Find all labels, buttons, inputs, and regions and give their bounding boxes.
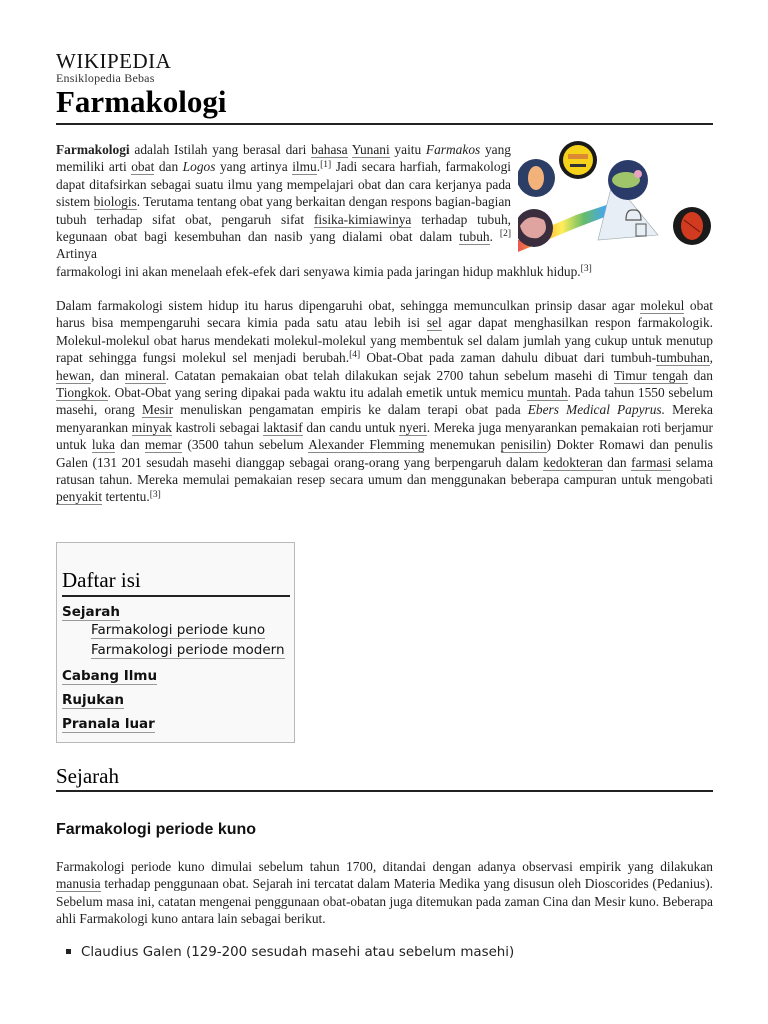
text: Dalam farmakologi sistem hidup itu harus dipengaruhi obat, sehingga memunculkan prinsip dasar agar (56, 298, 641, 313)
italic-term: Ebers Medical Papyrus. (527, 402, 665, 418)
text: obat harus bisa mempengaruhi secara kimia pada satu atau lebih isi (56, 298, 713, 331)
text: , dan (90, 367, 125, 383)
list-item (66, 944, 514, 961)
intro-paragraph-tail (56, 263, 713, 280)
link-obat[interactable]: obat (131, 159, 155, 175)
page-title: Farmakologi (56, 84, 227, 119)
link-muntah[interactable]: muntah (527, 385, 568, 401)
body-paragraph (56, 297, 713, 506)
section-divider (56, 790, 713, 792)
term-bold: Farmakologi (56, 142, 130, 157)
link-alexander-flemming[interactable]: Alexander Flemming (308, 437, 425, 453)
text: dan candu untuk (302, 419, 400, 435)
text: . Terutama tentang obat yang berkaitan dengan respons bagian-bagian tubuh terhadap sifat obat, pengaruh sifat (56, 194, 511, 227)
text: . Pada tahun 1550 sebelum masehi, orang (56, 385, 713, 418)
link-kedokteran[interactable]: kedokteran (543, 454, 603, 470)
text: . (316, 159, 321, 175)
text: (3500 tahun sebelum (182, 437, 309, 453)
text: yaitu (389, 142, 426, 157)
link-sel[interactable]: sel (426, 315, 442, 331)
citation-link[interactable]: [4] (349, 350, 361, 361)
link-fisika-kimiawi[interactable]: fisika-kimiawinya (313, 211, 412, 227)
link-farmasi[interactable]: farmasi (631, 454, 672, 470)
text: menuliskan pengamatan empiris ke dalam terapi obat pada (173, 402, 528, 418)
toc-item-periode-kuno[interactable] (91, 622, 265, 639)
link-hewan[interactable]: hewan (56, 367, 91, 383)
link-tumbuhan[interactable]: tumbuhan (656, 350, 710, 366)
citation-link[interactable]: [3] (580, 264, 592, 275)
logo-tagline: Ensiklopedia Bebas (56, 71, 155, 85)
text: Obat-Obat pada zaman dahulu dibuat dari tumbuh- (360, 350, 657, 366)
table-of-contents (56, 542, 295, 743)
text: dan (114, 437, 145, 453)
link-mesir[interactable]: Mesir (141, 402, 174, 418)
link-penisilin[interactable]: penisilin (500, 437, 547, 453)
toc-item-sejarah[interactable] (62, 604, 120, 621)
text: dan (688, 367, 713, 383)
toc-divider (62, 595, 290, 597)
link-timur-tengah[interactable]: Timur tengah (613, 367, 689, 383)
link-mineral[interactable]: mineral (124, 367, 166, 383)
text: tertentu. (102, 489, 150, 505)
text: Farmakologi periode kuno dimulai sebelum tahun 1700, ditandai dengan adanya observasi empirik yang dilakukan (56, 859, 713, 874)
link-bahasa[interactable]: bahasa (311, 142, 348, 157)
title-divider (56, 123, 713, 125)
link-luka[interactable]: luka (91, 437, 115, 453)
text: farmakologi ini akan menelaah efek-efek dari senyawa kimia pada jaringan hidup makhluk hidup. (56, 264, 581, 279)
text: dan (154, 159, 183, 175)
link-tubuh[interactable]: tubuh (459, 229, 490, 245)
citation-link[interactable]: [1] (320, 159, 332, 170)
link-penyakit[interactable]: penyakit (56, 489, 103, 505)
text: yang artinya (215, 159, 293, 175)
link-yunani[interactable]: Yunani (351, 142, 390, 157)
subsection-heading: Farmakologi periode kuno (56, 821, 257, 838)
citation-link[interactable]: [2] (499, 229, 511, 240)
italic-term: Logos (182, 159, 216, 175)
text: dan (602, 454, 632, 470)
text: , (709, 350, 714, 366)
text: kastroli sebagai (171, 419, 264, 435)
text: . Mereka juga menyarankan pemakaian roti berjamur untuk (56, 419, 713, 453)
toc-item-label: Pranala luar (62, 716, 155, 732)
link-biologis[interactable]: biologis (93, 194, 137, 210)
text: . Obat-Obat yang sering dipakai pada waktu itu adalah emetik untuk memicu (107, 385, 528, 401)
link-tiongkok[interactable]: Tiongkok (56, 385, 108, 401)
text: Jadi secara harfiah, farmakologi dapat ditafsirkan sebagai suatu ilmu yang mempelajari obat dan cara kerjanya pada sistem (56, 159, 511, 210)
intro-paragraph (56, 141, 511, 263)
list-item-text: Claudius Galen (129-200 sesudah masehi atau sebelum masehi) (81, 945, 515, 960)
citation-link[interactable]: [3] (149, 489, 161, 500)
text: adalah Istilah yang berasal dari (129, 142, 312, 157)
text: Mereka menyarankan (56, 402, 713, 435)
toc-item-pranala-luar[interactable] (62, 716, 155, 733)
toc-title: Daftar isi (62, 568, 141, 592)
link-minyak[interactable]: minyak (131, 419, 172, 435)
text: agar dapat menghasilkan respon farmakologik. Molekul-molekul obat harus mendekati molekul-molekul yang membentuk sel dalam jumlah yang cukup untuk menutup rapat sehingga fungsi molekul sel menjadi berubah. (56, 315, 713, 366)
text: . (489, 229, 500, 245)
link-laktasif[interactable]: laktasif (263, 419, 303, 435)
section-paragraph (56, 858, 713, 928)
toc-item-label: Farmakologi periode modern (91, 642, 285, 658)
italic-term: Farmakos (425, 142, 481, 157)
toc-item-label: Cabang Ilmu (62, 668, 158, 684)
text: Artinya (56, 246, 97, 262)
text: yang memiliki arti (56, 142, 511, 175)
toc-item-label: Sejarah (62, 604, 120, 620)
wikipedia-logo[interactable] (56, 50, 171, 85)
logo-wordmark: WIKIPEDIA (56, 49, 172, 73)
link-ilmu[interactable]: ilmu (292, 159, 317, 175)
link-nyeri[interactable]: nyeri (399, 419, 427, 435)
toc-item-label: Rujukan (62, 692, 124, 708)
link-manusia[interactable]: manusia (56, 876, 101, 892)
bullet-icon (66, 949, 71, 954)
toc-item-label: Farmakologi periode kuno (91, 622, 266, 638)
link-molekul[interactable]: molekul (640, 298, 685, 313)
toc-item-cabang-ilmu[interactable] (62, 668, 157, 685)
toc-item-periode-modern[interactable] (91, 642, 285, 659)
text: terhadap tubuh, kegunaan obat bagi kesembuhan dan nasib yang dialami obat dalam (56, 211, 511, 245)
text: selama ratusan tahun. Mereka memulai pemakaian resep secara umum dan menggunakan beberapa campuran untuk mengobati (56, 454, 714, 488)
text: terhadap penggunaan obat. Sejarah ini tercatat dalam Materia Medika yang disusun oleh Dioscorides (Pedanius). Sebelum masa ini, catatan mengenai penggunaan obat-obatan juga ditemukan pada zaman Cina dan Mesir kuno. Beberapa ahli Farmakologi kuno antara lain sebagai berikut. (56, 876, 713, 927)
text: ) Dokter Romawi dan penulis Galen (131 201 sesudah masehi dianggap sebagai orang-orang yang berpengaruh dalam (56, 437, 713, 470)
text: . Catatan pemakaian obat telah dilakukan sejak 2700 tahun sebelum masehi di (165, 367, 614, 383)
link-memar[interactable]: memar (144, 437, 183, 453)
section-heading: Sejarah (56, 764, 119, 788)
toc-item-rujukan[interactable] (62, 692, 124, 709)
text: menemukan (424, 437, 501, 453)
pharmacology-illustration[interactable] (518, 140, 714, 252)
